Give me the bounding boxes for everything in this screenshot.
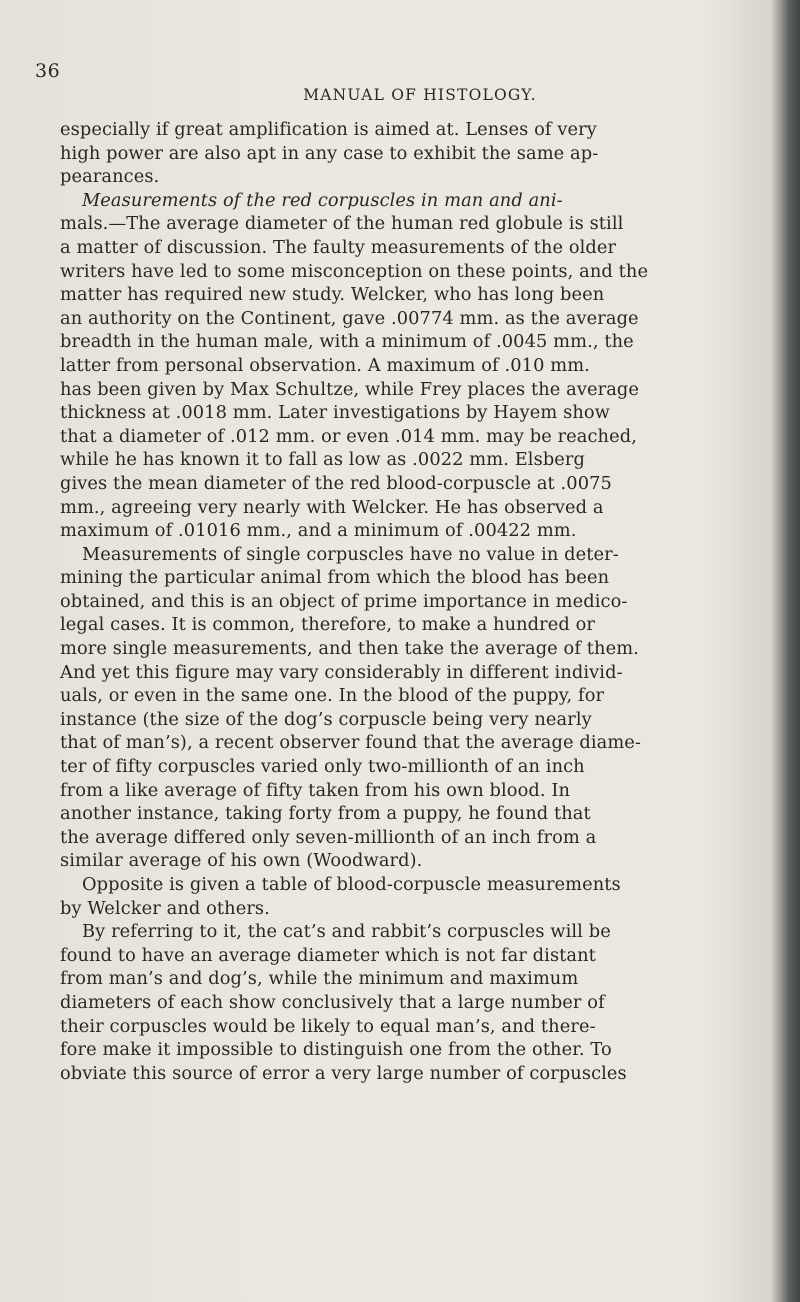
text-line: especially if great amplification is aimed at. Lenses of very	[60, 119, 597, 140]
text-line: another instance, taking forty from a puppy, he found that	[60, 803, 591, 825]
section-heading-line	[60, 189, 790, 213]
text-line: diameters of each show conclusively that a large number of	[60, 991, 605, 1013]
text-line: that a diameter of .012 mm. or even .014 mm. may be reached,	[60, 425, 637, 447]
text-line: an authority on the Continent, gave .00774 mm. as the average	[60, 307, 639, 329]
running-head	[0, 86, 800, 104]
page-number: 36	[35, 60, 61, 82]
text-line: the average differed only seven-millionth of an inch from a	[60, 826, 597, 848]
text-line: mals.—The average diameter of the human red globule is still	[60, 213, 624, 235]
text-line: has been given by Max Schultze, while Frey places the average	[60, 378, 639, 400]
text-line: fore make it impossible to distinguish one from the other. To	[60, 1039, 612, 1061]
text-line: that of man’s), a recent observer found that the average diame-	[60, 732, 642, 754]
text-line: gives the mean diameter of the red blood-corpuscle at .0075	[60, 472, 612, 494]
text-line: ter of fifty corpuscles varied only two-millionth of an inch	[60, 756, 585, 778]
text-line: from a like average of fifty taken from his own blood. In	[60, 779, 571, 801]
text-line: maximum of .01016 mm., and a minimum of .00422 mm.	[60, 520, 577, 542]
text-line: Opposite is given a table of blood-corpuscle measurements	[82, 874, 621, 895]
text-line: mm., agreeing very nearly with Welcker. He has observed a	[60, 496, 604, 518]
text-line: obtained, and this is an object of prime importance in medico-	[60, 590, 628, 612]
text-line: found to have an average diameter which is not far distant	[60, 944, 596, 966]
body-text	[60, 118, 790, 1085]
text-line: while he has known it to fall as low as .0022 mm. Elsberg	[60, 449, 586, 471]
text-line: writers have led to some misconception on these points, and the	[60, 260, 649, 282]
text-line: pearances.	[60, 166, 160, 188]
text-line: uals, or even in the same one. In the blood of the puppy, for	[60, 685, 605, 707]
text-line: by Welcker and others.	[60, 897, 270, 919]
running-head-text: MANUAL OF HISTOLOGY.	[303, 86, 537, 104]
text-line: thickness at .0018 mm. Later investigations by Hayem show	[60, 402, 610, 424]
text-line: mining the particular animal from which the blood has been	[60, 567, 610, 589]
text-line: By referring to it, the cat’s and rabbit’s corpuscles will be	[82, 921, 611, 943]
text-line: from man’s and dog’s, while the minimum and maximum	[60, 968, 579, 990]
text-line: matter has required new study. Welcker, who has long been	[60, 284, 605, 306]
text-line: And yet this figure may vary considerably in different individ-	[60, 661, 623, 683]
text-line: a matter of discussion. The faulty measurements of the older	[60, 236, 617, 258]
text-line: high power are also apt in any case to exhibit the same ap-	[60, 142, 599, 164]
text-line: breadth in the human male, with a minimum of .0045 mm., the	[60, 331, 634, 353]
text-line: obviate this source of error a very large number of corpuscles	[60, 1062, 627, 1084]
text-line: latter from personal observation. A maximum of .010 mm.	[60, 354, 590, 376]
text-line: legal cases. It is common, therefore, to make a hundred or	[60, 614, 596, 636]
section-heading: Measurements of the red corpuscles in man and ani-	[82, 189, 563, 211]
text-line: their corpuscles would be likely to equal man’s, and there-	[60, 1015, 596, 1037]
text-line: more single measurements, and then take the average of them.	[60, 638, 639, 660]
text-line: similar average of his own (Woodward).	[60, 850, 423, 872]
text-line: Measurements of single corpuscles have no value in deter-	[82, 543, 619, 565]
text-line: instance (the size of the dog’s corpuscle being very nearly	[60, 708, 592, 730]
